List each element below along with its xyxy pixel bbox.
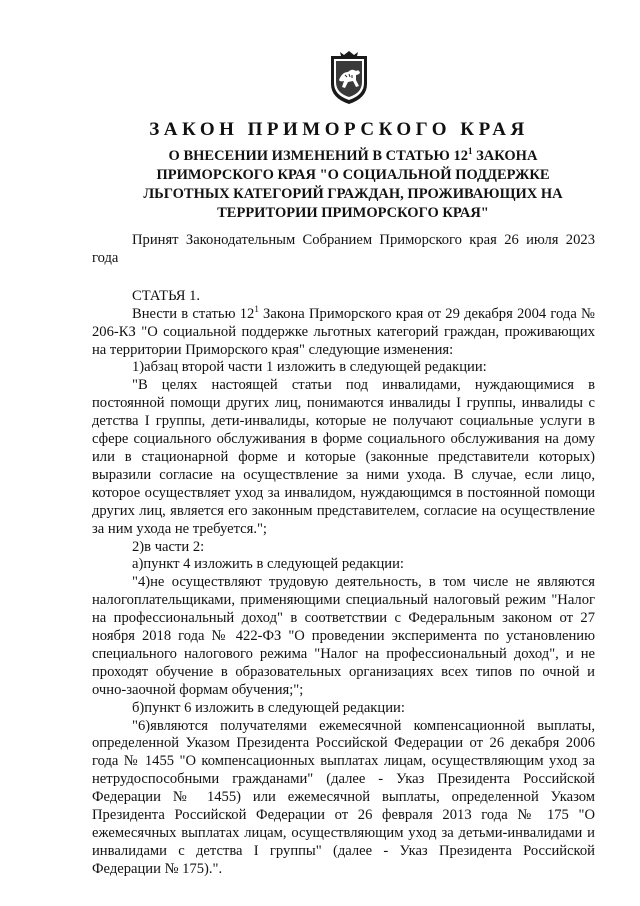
article-intro: Внести в статью $12^1$ Закона Приморского края от 29 декабря 2004 года № 206-КЗ "О социальной поддержке льготных категорий граждан, проживающих на территории Приморского края" следующие изменения: (92, 303, 595, 358)
article-heading: СТАТЬЯ 1. (132, 287, 201, 304)
primorye-coat-of-arms-tiger-icon (328, 50, 370, 106)
law-subtitle: О ВНЕСЕНИИ ИЗМЕНЕНИЙ В СТАТЬЮ $12^1$ ЗАКОНА ПРИМОРСКОГО КРАЯ "О СОЦИАЛЬНОЙ ПОДДЕРЖКЕ ЛЬГОТНЫХ КАТЕГОРИЙ ГРАЖДАН, ПРОЖИВАЮЩИХ НА ТЕРРИТОРИИ ПРИМОРСКОГО КРАЯ" (143, 146, 563, 221)
item-1: 1)абзац второй части 1 изложить в следующей редакции: (132, 359, 487, 376)
item-2a: а)пункт 4 изложить в следующей редакции: (132, 556, 404, 573)
document-body (92, 232, 595, 879)
item-2: 2)в части 2: (132, 538, 205, 555)
quote-2b: "6)являются получателями ежемесячной компенсационной выплаты, определенной Указом Президента Российской Федерации от 26 декабря 2006 года № 1455 "О компенсационных выплатах лицам, осуществляющим уход за нетрудоспособными гражданами" (далее - Указ Президента Российской Федерации № 1455) или ежемесячной выплаты, определенной Указом Президента Российской Федерации от 26 февраля 2013 года № 175 "О ежемесячных выплатах лицам, осуществляющим уход за детьми-инвалидами и инвалидами с детства I группы" (далее - Указ Президента Российской Федерации № 175).". (92, 717, 595, 877)
quote-1: "В целях настоящей статьи под инвалидами, нуждающимися в постоянной помощи других лиц, понимаются инвалиды I группы, инвалиды с детства I группы, дети-инвалиды, которые не получают социальные услуги в сфере социального обслуживания в форме социального обслуживания на дому или в стационарной форме и которые (законные представители которых) выразили согласие на осуществление за ними ухода. В случае, если лицо, которое осуществляет уход за инвалидом, нуждающимся в постоянной помощи других лиц, является его законным представителем, согласие на осуществление за ним ухода не требуется."; (92, 377, 595, 537)
quote-2a: "4)не осуществляют трудовую деятельность, в том числе не являются налогоплательщиками, применяющими специальный налоговый режим "Налог на профессиональный доход" в соответствии с Федеральным законом от 27 ноября 2018 года № 422-ФЗ "О проведении эксперимента по установлению специального налогового режима "Налог на профессиональный доход", и не проходят обучение в образовательных организациях всех типов по очной и очно-заочной формам обучения;"; (92, 574, 595, 698)
adoption-note: Принят Законодательным Собранием Приморского края 26 июля 2023 года (92, 232, 595, 266)
law-title: ЗАКОН ПРИМОРСКОГО КРАЯ (149, 119, 529, 140)
item-2b: б)пункт 6 изложить в следующей редакции: (132, 699, 405, 716)
